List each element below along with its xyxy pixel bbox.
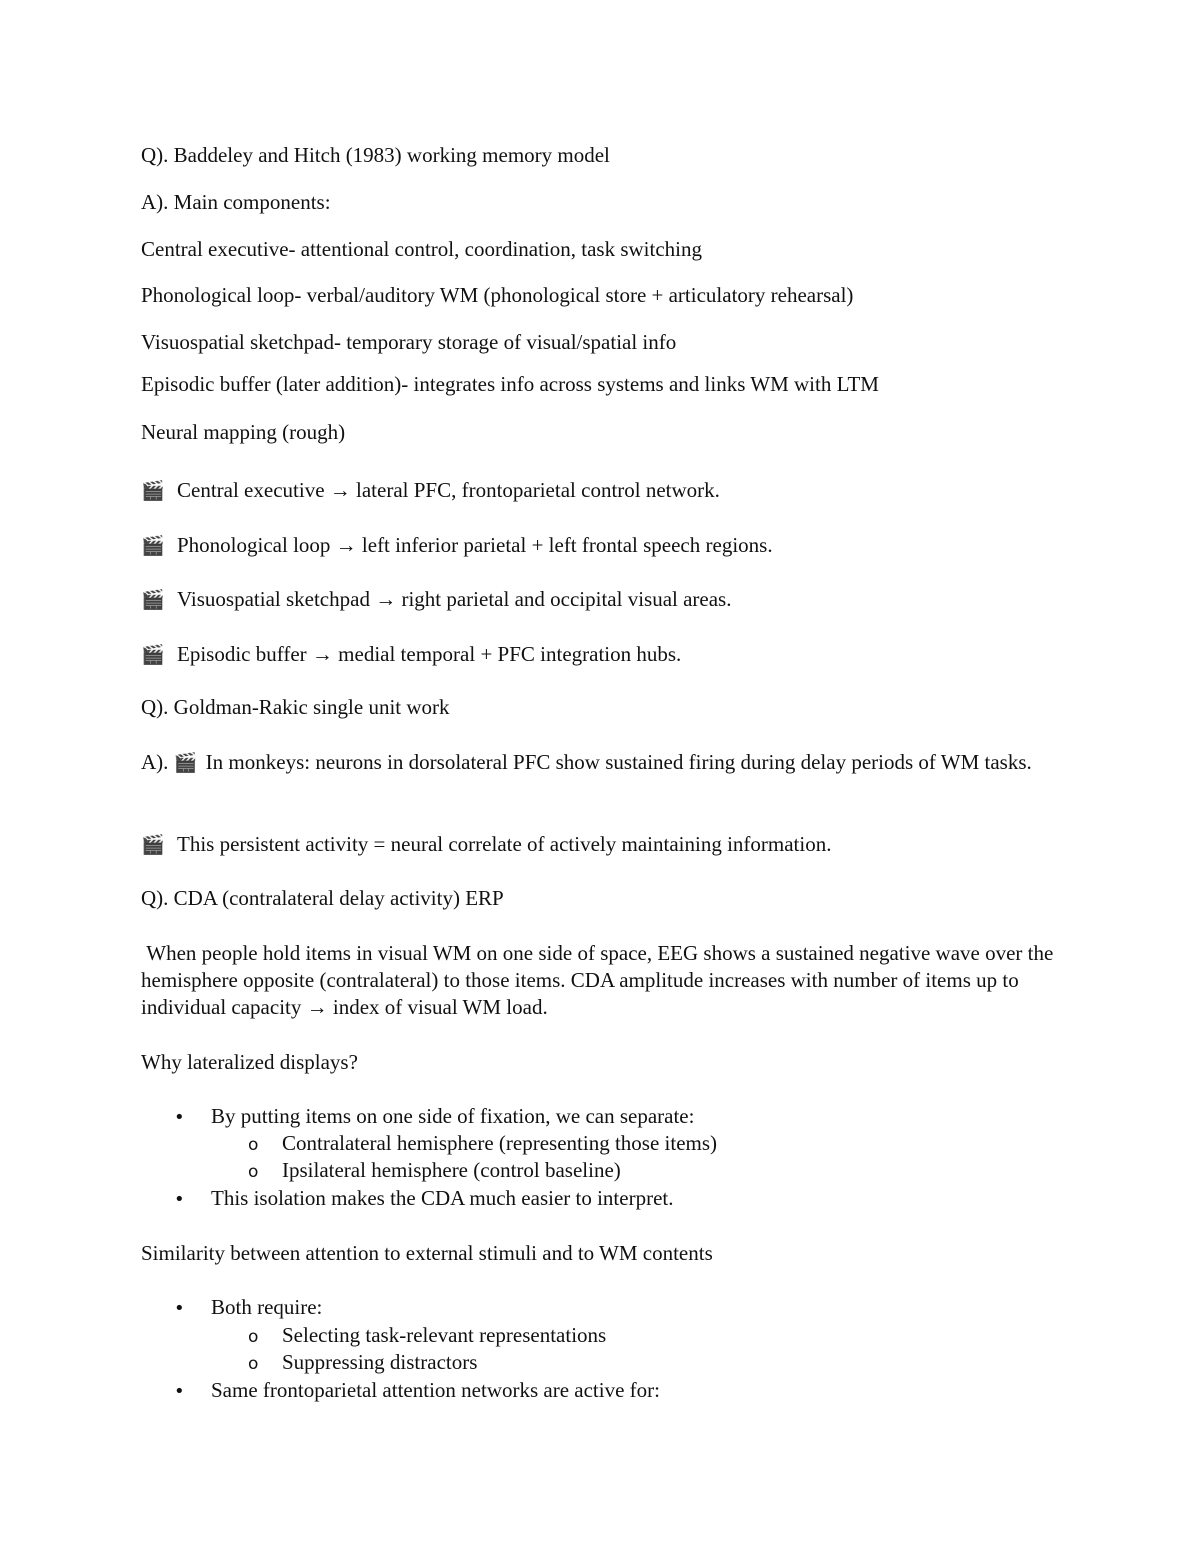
neural-item-text: Central executive → lateral PFC, frontoparietal control network. [177,478,720,502]
sub-bullet-icon: o [248,1135,259,1155]
clapperboard-icon: 🎬 [173,752,198,774]
answer-main-components: A). Main components: [141,190,331,214]
sub-bullet-icon: o [248,1354,259,1374]
neural-item-text: Phonological loop → left inferior parietal + left frontal speech regions. [177,533,773,557]
lateralized-heading: Why lateralized displays? [141,1050,358,1074]
neural-item [141,641,681,669]
answer-text: In monkeys: neurons in dorsolateral PFC show sustained firing during delay periods of WM tasks. [205,750,1032,774]
clapperboard-icon: 🎬 [141,480,165,502]
cda-paragraph: When people hold items in visual WM on one side of space, EEG shows a sustained negative wave over the hemisphere opposite (contralateral) to those items. CDA amplitude increases with number of items up to individual capacity → index of visual WM load. [141,941,1059,1019]
bullet-icon: • [174,1189,185,1210]
similarity-heading: Similarity between attention to external stimuli and to WM contents [141,1241,713,1265]
component-visuospatial-sketchpad: Visuospatial sketchpad- temporary storage of visual/spatial info [141,330,677,354]
question-baddeley-hitch: Q). Baddeley and Hitch (1983) working memory model [141,143,610,167]
sub-list-item: o Contralateral hemisphere (representing those items) [248,1130,717,1159]
bullet-icon: • [174,1381,185,1402]
sub-list-item: o Selecting task-relevant representations [248,1322,606,1351]
persistent-activity-point [141,831,831,859]
neural-item [141,586,731,614]
sub-list-item: o Suppressing distractors [248,1349,477,1378]
bullet-icon: • [174,1107,185,1128]
component-central-executive: Central executive- attentional control, coordination, task switching [141,237,703,261]
neural-mapping-heading: Neural mapping (rough) [141,420,346,444]
question-cda: Q). CDA (contralateral delay activity) ERP [141,886,504,910]
answer-prefix: A). [141,750,169,774]
list-item: • By putting items on one side of fixation, we can separate: [174,1103,694,1131]
list-item: • Same frontoparietal attention networks are active for: [174,1377,660,1405]
clapperboard-icon: 🎬 [141,589,165,611]
question-goldman-rakic: Q). Goldman-Rakic single unit work [141,695,450,719]
list-item: • Both require: [174,1294,322,1322]
component-episodic-buffer: Episodic buffer (later addition)- integrates info across systems and links WM with LTM [141,372,879,396]
sub-list-item: o Ipsilateral hemisphere (control baseline) [248,1157,621,1186]
clapperboard-icon: 🎬 [141,644,165,666]
clapperboard-icon: 🎬 [141,535,165,557]
neural-item [141,532,773,560]
component-phonological-loop: Phonological loop- verbal/auditory WM (phonological store + articulatory rehearsal) [141,283,854,307]
neural-item-text: Visuospatial sketchpad → right parietal and occipital visual areas. [177,587,732,611]
sub-bullet-icon: o [248,1162,259,1182]
neural-item-text: Episodic buffer → medial temporal + PFC integration hubs. [177,642,682,666]
persistent-activity-text: This persistent activity = neural correlate of actively maintaining information. [177,832,832,856]
bullet-icon: • [174,1298,185,1319]
sub-bullet-icon: o [248,1327,259,1347]
neural-item [141,477,720,505]
answer-goldman-rakic [141,749,1071,777]
list-item: • This isolation makes the CDA much easier to interpret. [174,1185,673,1213]
clapperboard-icon: 🎬 [141,834,165,856]
